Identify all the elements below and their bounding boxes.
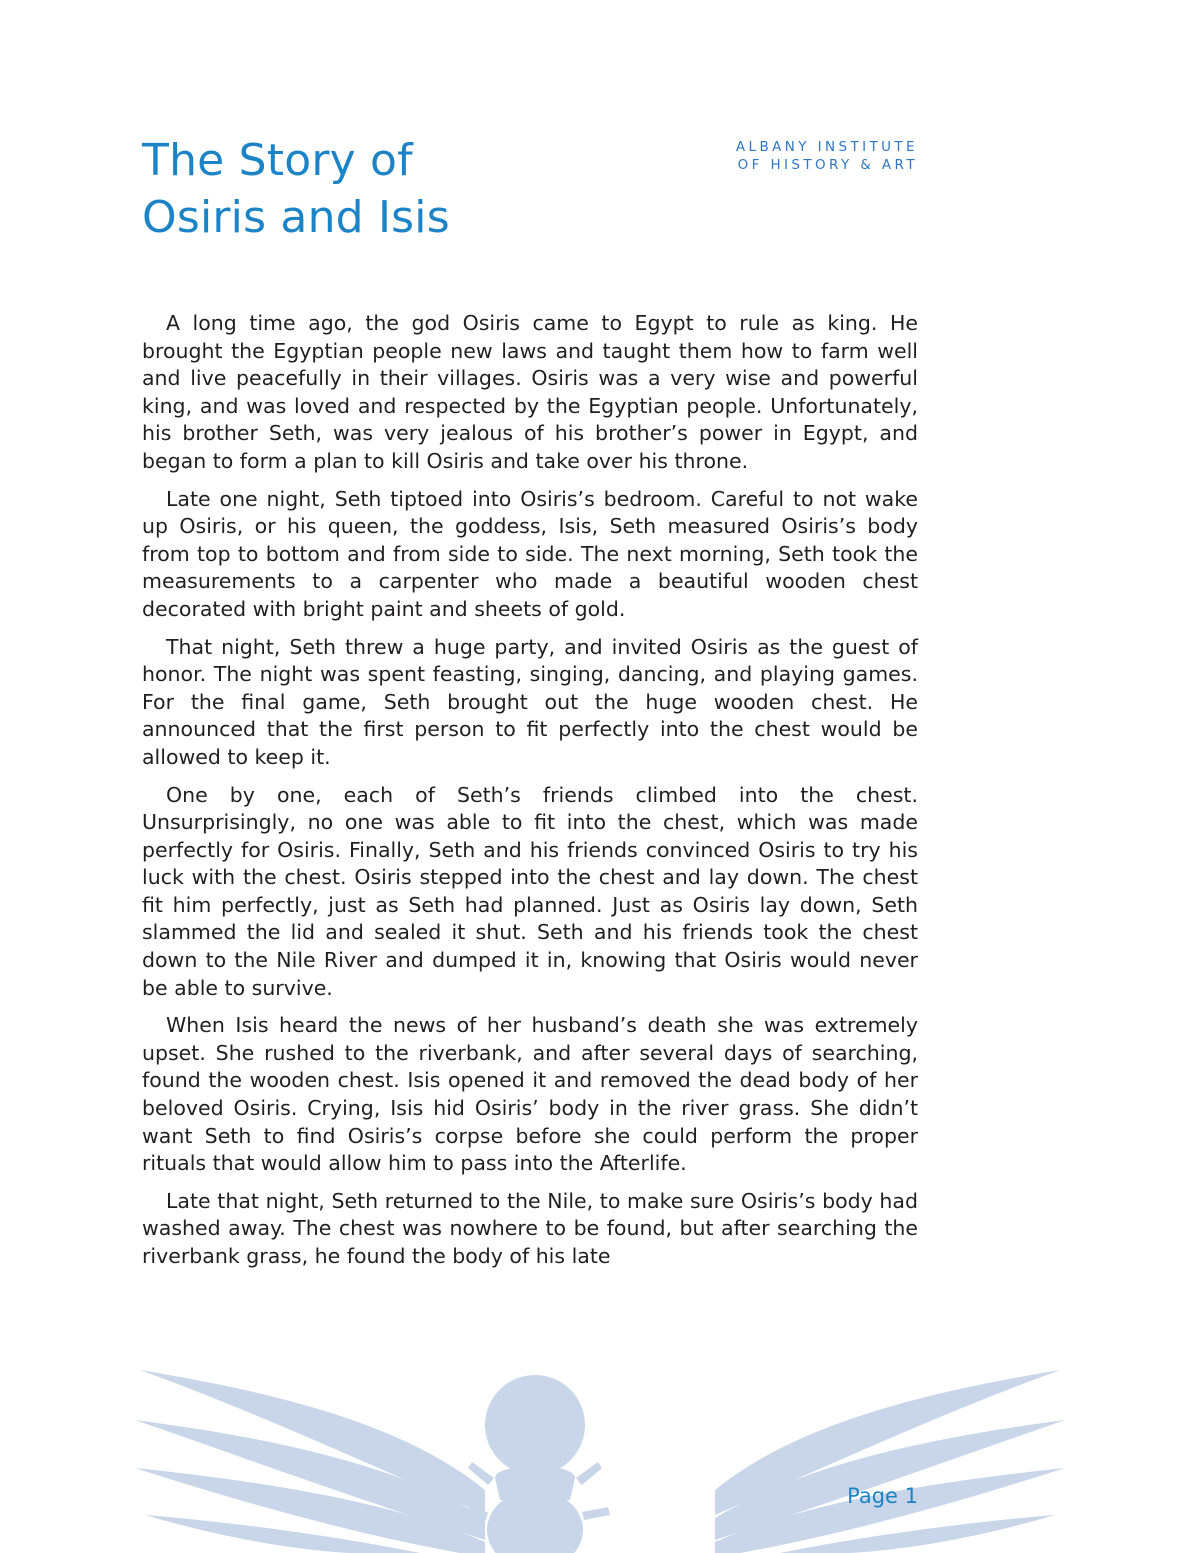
paragraph: Late that night, Seth returned to the Nile, to make sure Osiris’s body had washed away. The chest was nowhere to be found, but after searching the riverbank grass, he found the body of his late [142, 1188, 918, 1268]
story-body [142, 310, 918, 1281]
paragraph: When Isis heard the news of her husband’s death she was extremely upset. She rushed to the riverbank, and after several days of searching, found the wooden chest. Isis opened it and removed the dead body of her beloved Osiris. Crying, Isis hid Osiris’ body in the river grass. She didn’t want Seth to find Osiris’s corpse before she could perform the proper rituals that would allow him to pass into the Afterlife. [142, 1013, 918, 1176]
institution-logo [736, 138, 918, 174]
paragraph: Late one night, Seth tiptoed into Osiris’s bedroom. Careful to not wake up Osiris, or his queen, the goddess, Isis, Seth measured Osiris’s body from top to bottom and from side to side. The next morning, Seth took the measurements to a carpenter who made a beautiful wooden chest decorated with bright paint and sheets of gold. [142, 486, 918, 621]
title-line-1: The Story of [142, 135, 413, 186]
paragraph: A long time ago, the god Osiris came to Egypt to rule as king. He brought the Egyptian people new laws and taught them how to farm well and live peacefully in their villages. Osiris was a very wise and powerful king, and was loved and respected by the Egyptian people. Unfortunately, his brother Seth, was very jealous of his brother’s power in Egypt, and began to form a plan to kill Osiris and take over his throne. [142, 311, 918, 473]
page-title [142, 132, 450, 246]
winged-scarab-icon [100, 1350, 1100, 1553]
paragraph: That night, Seth threw a huge party, and invited Osiris as the guest of honor. The night was spent feasting, singing, dancing, and playing games. For the final game, Seth brought out the huge wooden chest. He announced that the first person to fit perfectly into the chest would be allowed to keep it. [142, 634, 918, 769]
title-line-2: Osiris and Isis [142, 192, 450, 243]
logo-line-1: ALBANY INSTITUTE [735, 139, 918, 155]
paragraph: One by one, each of Seth’s friends climbed into the chest. Unsurprisingly, no one was able to fit into the chest, which was made perfectly for Osiris. Finally, Seth and his friends convinced Osiris to try his luck with the chest. Osiris stepped into the chest and lay down. The chest fit him perfectly, just as Seth had planned. Just as Osiris lay down, Seth slammed the lid and sealed it shut. Seth and his friends took the chest down to the Nile River and dumped it in, knowing that Osiris would never be able to survive. [142, 782, 918, 1000]
page-number: Page 1 [847, 1484, 918, 1508]
logo-line-2: OF HISTORY & ART [737, 157, 918, 173]
